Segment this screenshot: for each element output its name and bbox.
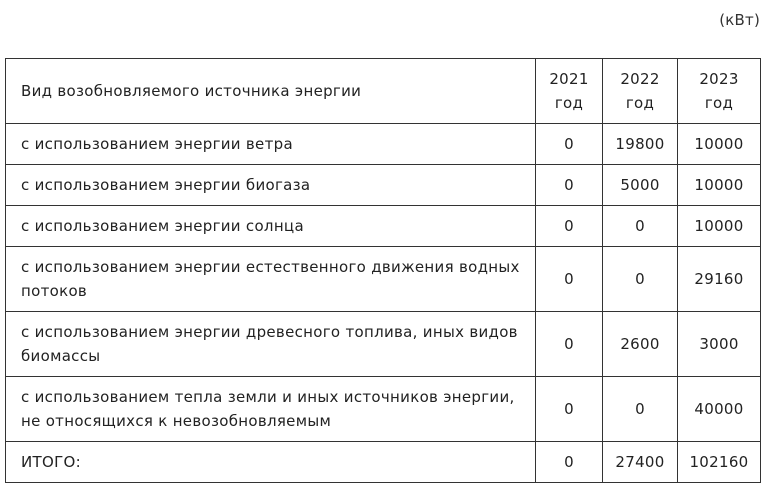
value-2021: 0 bbox=[536, 312, 603, 377]
row-name: с использованием энергии ветра bbox=[6, 124, 536, 165]
value-2022: 0 bbox=[603, 377, 678, 442]
value-2023: 40000 bbox=[678, 377, 761, 442]
value-2023: 10000 bbox=[678, 165, 761, 206]
table-header-row bbox=[6, 59, 761, 124]
header-year-2023 bbox=[678, 59, 761, 124]
row-name: с использованием энергии солнца bbox=[6, 206, 536, 247]
table-row bbox=[6, 312, 761, 377]
value-2023: 10000 bbox=[678, 124, 761, 165]
header-year-suffix: год bbox=[554, 94, 584, 112]
header-year-2021 bbox=[536, 59, 603, 124]
header-year-2022 bbox=[603, 59, 678, 124]
value-2021: 0 bbox=[536, 206, 603, 247]
header-year-value: 2023 bbox=[699, 70, 739, 88]
value-2021: 0 bbox=[536, 247, 603, 312]
table-row bbox=[6, 124, 761, 165]
table-row bbox=[6, 247, 761, 312]
header-source-type: Вид возобновляемого источника энергии bbox=[6, 59, 536, 124]
value-2022: 0 bbox=[603, 206, 678, 247]
total-label: ИТОГО: bbox=[6, 442, 536, 483]
unit-label: (кВт) bbox=[719, 11, 760, 29]
header-year-value: 2022 bbox=[620, 70, 660, 88]
value-2021: 0 bbox=[536, 377, 603, 442]
table-row bbox=[6, 377, 761, 442]
value-2021: 0 bbox=[536, 165, 603, 206]
value-2021: 0 bbox=[536, 124, 603, 165]
total-2021: 0 bbox=[536, 442, 603, 483]
total-2023: 102160 bbox=[678, 442, 761, 483]
header-year-suffix: год bbox=[625, 94, 655, 112]
row-name: с использованием энергии естественного движения водных потоков bbox=[6, 247, 536, 312]
header-year-suffix: год bbox=[704, 94, 734, 112]
value-2022: 2600 bbox=[603, 312, 678, 377]
value-2022: 5000 bbox=[603, 165, 678, 206]
row-name: с использованием тепла земли и иных источников энергии, не относящихся к невозобновляемым bbox=[6, 377, 536, 442]
value-2023: 10000 bbox=[678, 206, 761, 247]
row-name: с использованием энергии древесного топлива, иных видов биомассы bbox=[6, 312, 536, 377]
value-2023: 3000 bbox=[678, 312, 761, 377]
value-2023: 29160 bbox=[678, 247, 761, 312]
value-2022: 19800 bbox=[603, 124, 678, 165]
renewable-energy-table bbox=[5, 58, 761, 483]
table-row bbox=[6, 206, 761, 247]
table-row bbox=[6, 165, 761, 206]
total-2022: 27400 bbox=[603, 442, 678, 483]
row-name: с использованием энергии биогаза bbox=[6, 165, 536, 206]
header-year-value: 2021 bbox=[549, 70, 589, 88]
table-total-row bbox=[6, 442, 761, 483]
value-2022: 0 bbox=[603, 247, 678, 312]
